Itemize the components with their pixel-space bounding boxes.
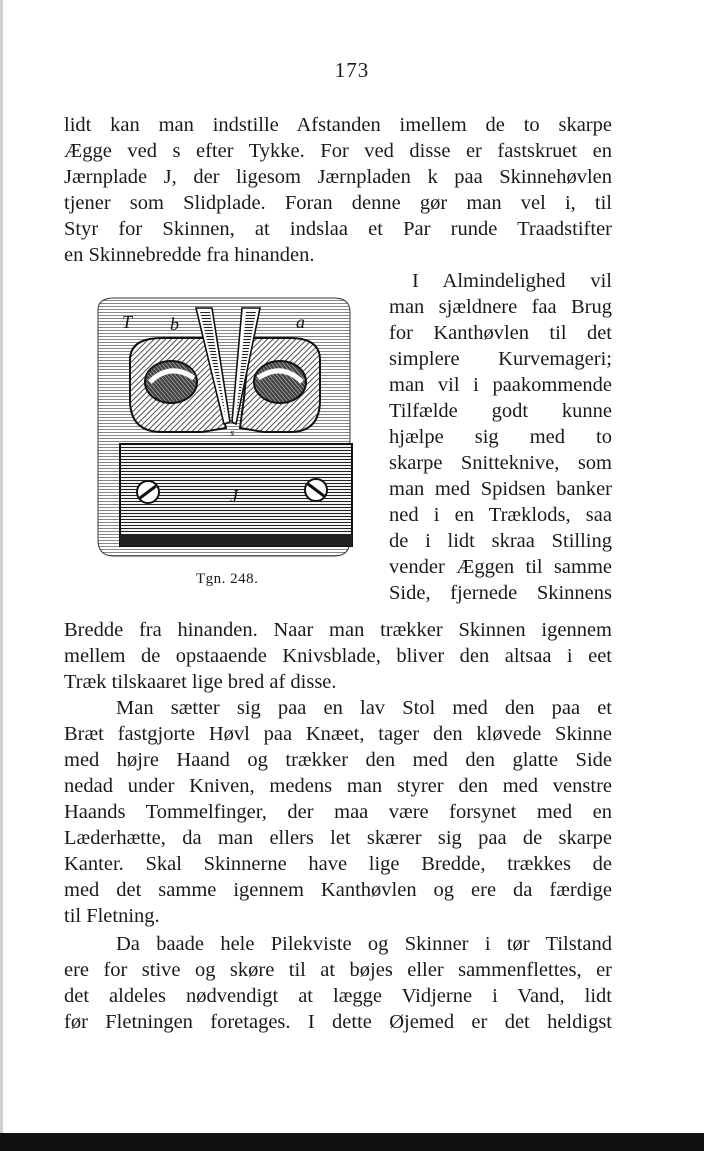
side-text-line: ned i en Træklods, saa: [389, 504, 612, 526]
page-number: 173: [334, 58, 370, 82]
figure-caption: Tgn. 248.: [196, 571, 259, 587]
side-text-line: de i lidt skraa Stilling: [389, 530, 612, 552]
scan-bottom-edge: [0, 1133, 704, 1151]
text-line: Kanter. Skal Skinnerne have lige Bredde, trækkes de: [64, 853, 612, 875]
side-text-line: for Kanthøvlen til det: [389, 322, 612, 344]
side-text-line: Side, fjernede Skinnens: [389, 582, 612, 604]
side-text-line: man vil i paakommende: [389, 374, 612, 396]
text-line: lidt kan man indstille Afstanden imellem de to skarpe: [64, 114, 612, 136]
text-line: en Skinnebredde fra hinanden.: [64, 244, 315, 266]
side-text-line: man sjældnere faa Brug: [389, 296, 612, 318]
kanthoevl-illustration: [84, 290, 364, 565]
side-text-line: Tilfælde godt kunne: [389, 400, 612, 422]
text-line: tjener som Slidplade. Foran denne gør man vel i, til: [64, 192, 612, 214]
text-line: med det samme igennem Kanthøvlen og ere da færdige: [64, 879, 612, 901]
text-line: Jærnplade J, der ligesom Jærnpladen k paa Skinnehøvlen: [64, 166, 612, 188]
text-line: til Fletning.: [64, 905, 160, 927]
figure-label-J: J: [230, 486, 238, 506]
text-line: nedad under Kniven, medens man styrer den med venstre: [64, 775, 612, 797]
side-text-line: man med Spidsen banker: [389, 478, 612, 500]
side-text-line: hjælpe sig med to: [389, 426, 612, 448]
page-edge-shadow: [0, 0, 3, 1151]
text-line: Da baade hele Pilekviste og Skinner i tør Tilstand: [116, 933, 612, 955]
text-line: Bredde fra hinanden. Naar man trækker Skinnen igennem: [64, 619, 612, 641]
side-text-line: I Almindelighed vil: [412, 270, 612, 292]
side-text-line: skarpe Snitteknive, som: [389, 452, 612, 474]
text-line: Styr for Skinnen, at indslaa et Par runde Traadstifter: [64, 218, 612, 240]
figure-label-b: b: [170, 314, 179, 334]
text-line: Læderhætte, da man ellers let skærer sig paa de skarpe: [64, 827, 612, 849]
text-line: ere for stive og skøre til at bøjes eller sammenflettes, er: [64, 959, 612, 981]
text-line: det aldeles nødvendigt at lægge Vidjerne i Vand, lidt: [64, 985, 612, 1007]
text-line: Træk tilskaaret lige bred af disse.: [64, 671, 337, 693]
side-text-line: simplere Kurvemageri;: [389, 348, 612, 370]
figure-label-a: a: [296, 312, 305, 332]
text-line: med højre Haand og trækker den med den glatte Side: [64, 749, 612, 771]
text-line: Ægge ved s efter Tykke. For ved disse er fastskruet en: [64, 140, 612, 162]
figure-label-T: T: [122, 312, 133, 332]
figure-label-s: s: [230, 427, 235, 439]
side-text-line: vender Æggen til samme: [389, 556, 612, 578]
text-line: Haands Tommelfinger, der maa være forsynet med en: [64, 801, 612, 823]
text-line: Bræt fastgjorte Høvl paa Knæet, tager den kløvede Skinne: [64, 723, 612, 745]
text-line: Man sætter sig paa en lav Stol med den paa et: [116, 697, 612, 719]
text-line: mellem de opstaaende Knivsblade, bliver den altsaa i eet: [64, 645, 612, 667]
text-line: før Fletningen foretages. I dette Øjemed er det heldigst: [64, 1011, 612, 1033]
